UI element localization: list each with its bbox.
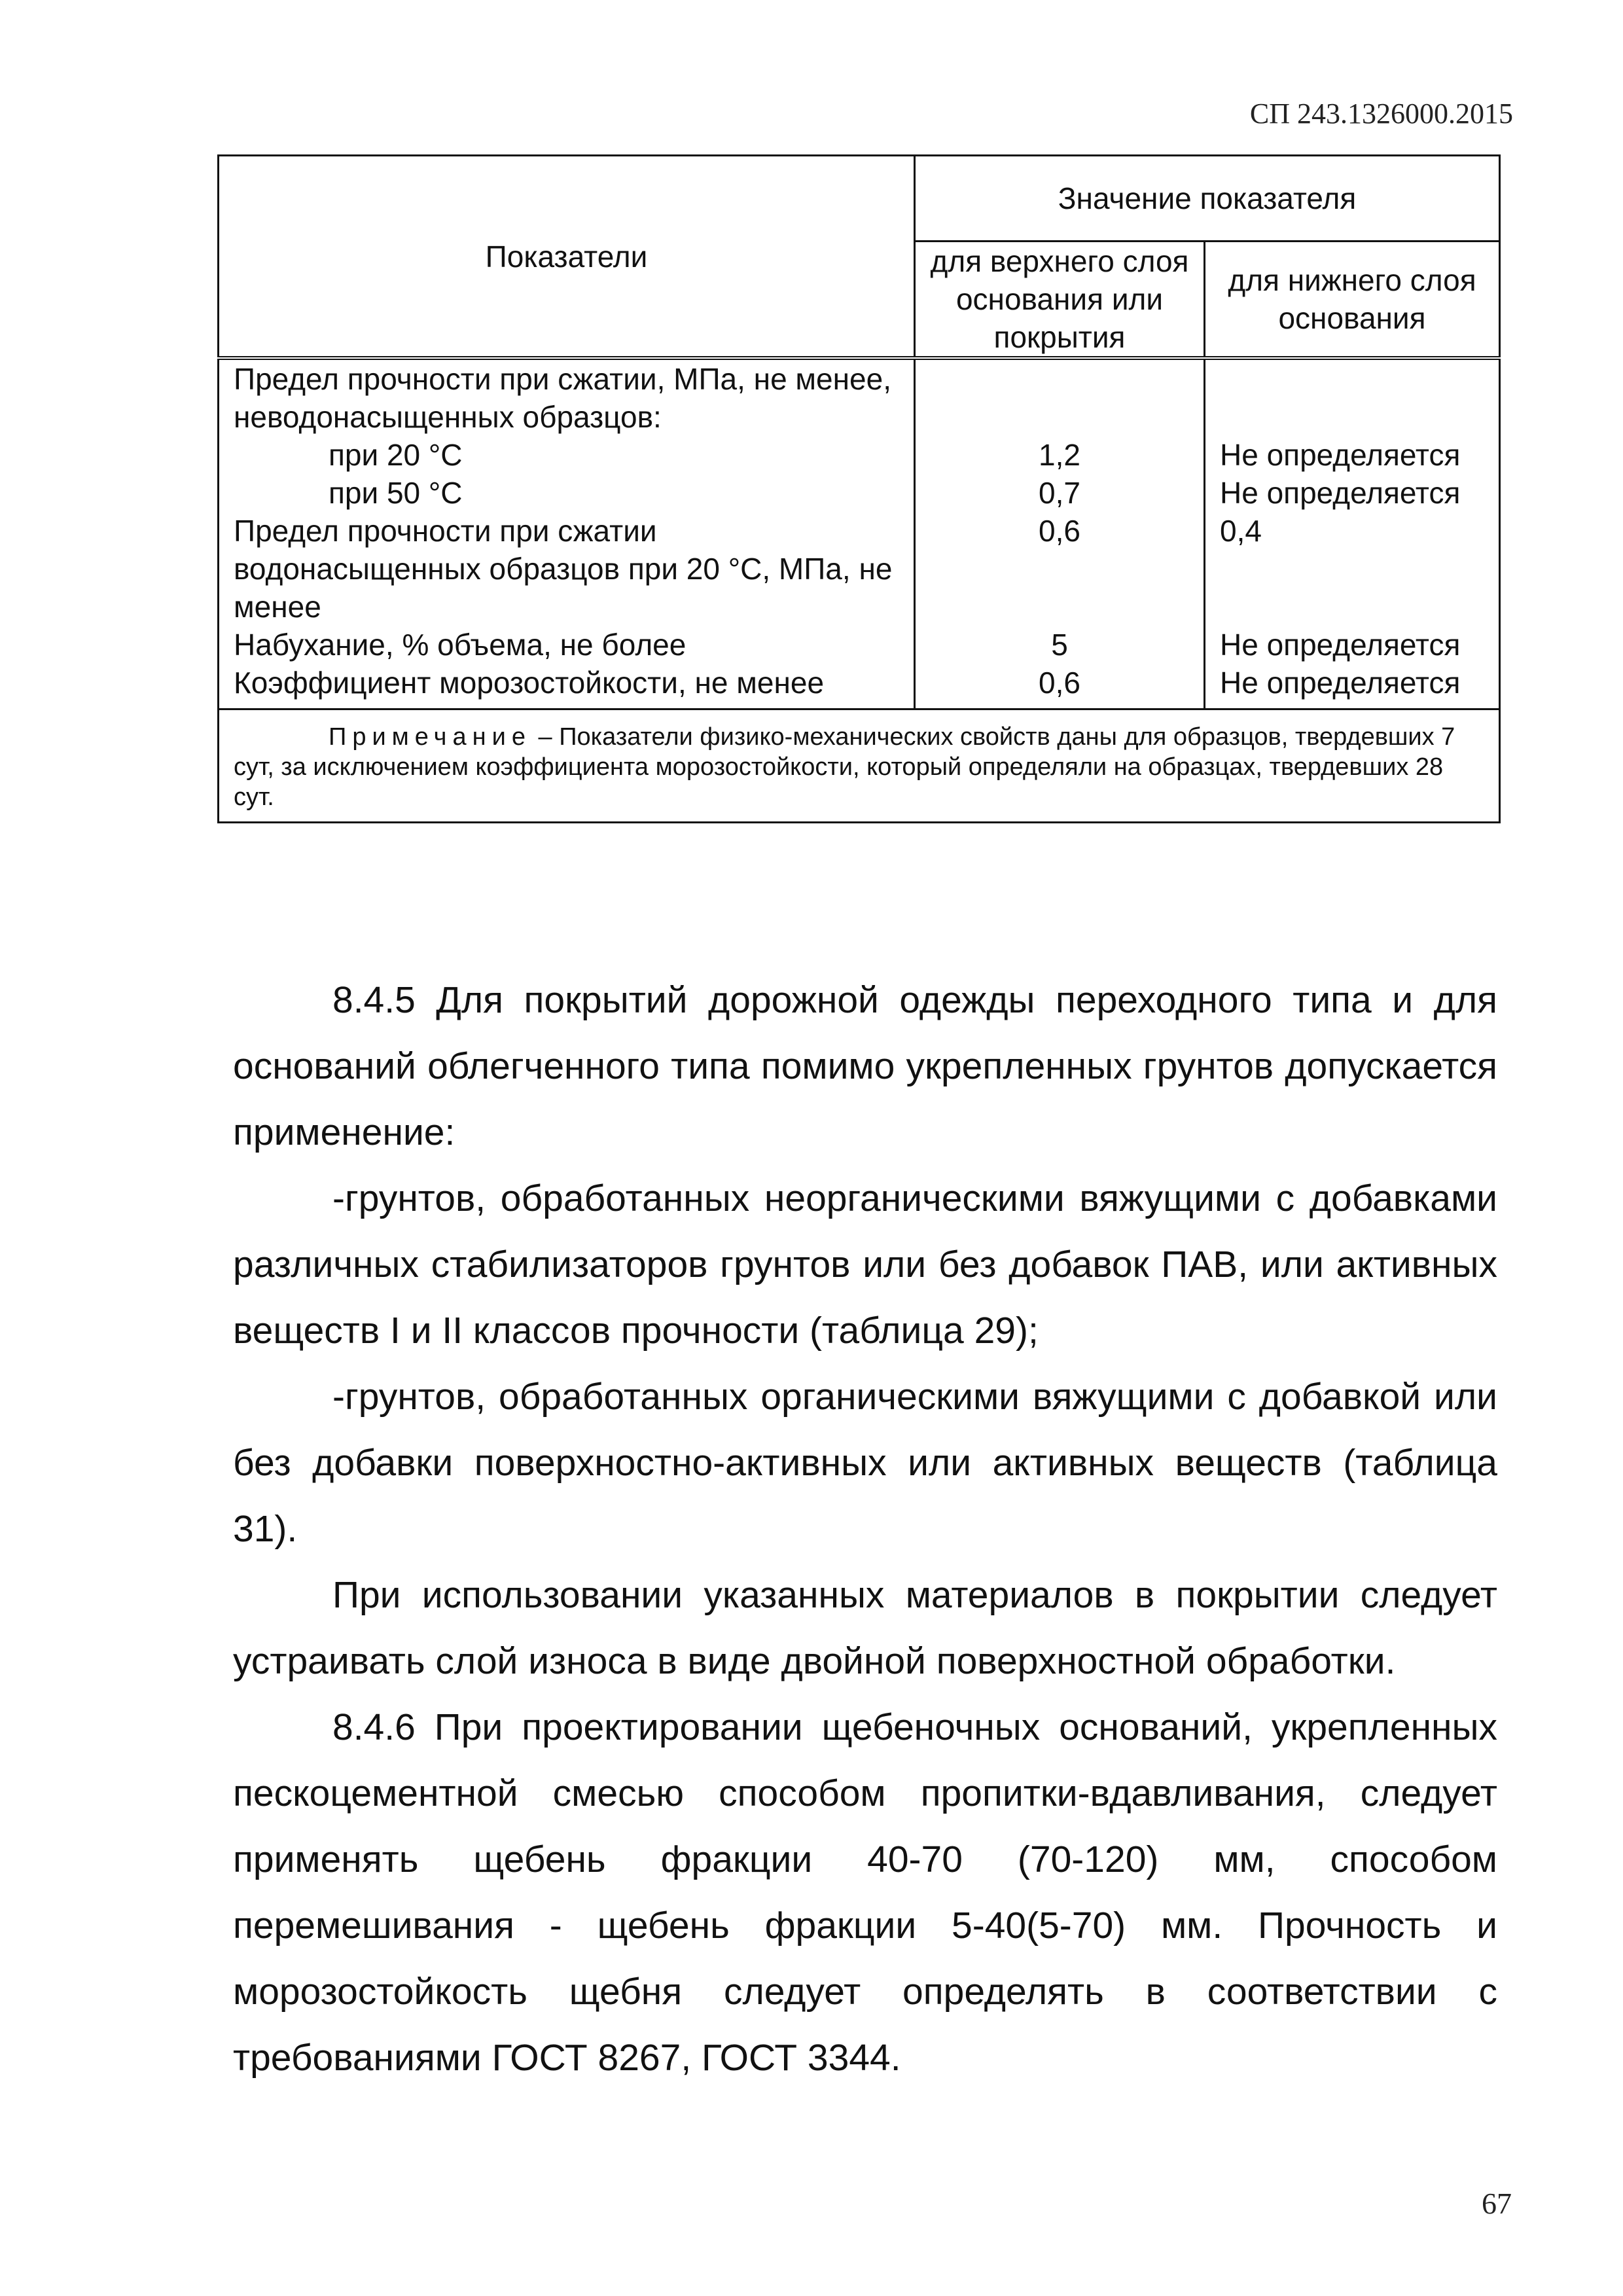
table-row (219, 474, 1500, 512)
row-upper-value: 0,6 (915, 664, 1205, 709)
table-row (219, 358, 1500, 436)
header-upper-layer: для верхнего слоя основания или покрытия (915, 242, 1205, 359)
paragraph-8-4-6: 8.4.6 При проектировании щебеночных оснований, укрепленных пескоцементной смесью способом пропитки-вдавливания, следует применять щебень фракции 40-70 (70-120) мм, способом перемешивания - щебень фракции 5-40(5-70) мм. Прочность и морозостойкость щебня следует определять в соответствии с требованиями ГОСТ 8267, ГОСТ 3344. (233, 1706, 1497, 2079)
table-note (219, 709, 1500, 823)
row-upper-value (915, 358, 1205, 436)
table-row (219, 626, 1500, 664)
row-label: Коэффициент морозостойкости, не менее (219, 664, 915, 709)
row-label (219, 436, 915, 474)
row-label: Предел прочности при сжатии, МПа, не менее, неводонасыщенных образцов: (219, 358, 915, 436)
note-text: – Показатели физико-механических свойств даны для образцов, твердевших 7 сут, за исключением коэффициента морозостойкости, который определяли на образцах, твердевших 28 сут. (234, 723, 1455, 811)
row-upper-value: 0,7 (915, 474, 1205, 512)
header-lower-layer: для нижнего слоя основания (1205, 242, 1500, 359)
row-label-text: при 20 °С (329, 438, 463, 472)
row-upper-value: 5 (915, 626, 1205, 664)
paragraph-8-4-5: 8.4.5 Для покрытий дорожной одежды переходного типа и для оснований облегченного типа помимо укрепленных грунтов допускается применение: (233, 979, 1497, 1153)
properties-table (217, 154, 1501, 823)
note-title: Примечание (329, 723, 531, 751)
table-row (219, 512, 1500, 626)
body-text (233, 967, 1497, 2091)
row-upper-value: 0,6 (915, 512, 1205, 626)
row-label: Предел прочности при сжатии водонасыщенных образцов при 20 °С, МПа, не менее (219, 512, 915, 626)
row-label-text: при 50 °С (329, 476, 463, 510)
row-lower-value: 0,4 (1205, 512, 1500, 626)
row-lower-value: Не определяется (1205, 626, 1500, 664)
row-lower-value: Не определяется (1205, 436, 1500, 474)
table-row (219, 436, 1500, 474)
row-lower-value: Не определяется (1205, 474, 1500, 512)
list-item: -грунтов, обработанных неорганическими вяжущими с добавками различных стабилизаторов грунтов или без добавок ПАВ, или активных веществ I и II классов прочности (таблица 29); (233, 1177, 1497, 1352)
row-label (219, 474, 915, 512)
row-lower-value: Не определяется (1205, 664, 1500, 709)
header-value-group: Значение показателя (915, 156, 1500, 242)
page-number: 67 (1482, 2187, 1512, 2220)
row-label: Набухание, % объема, не более (219, 626, 915, 664)
list-item: -грунтов, обработанных органическими вяжущими с добавкой или без добавки поверхностно-активных или активных веществ (таблица 31). (233, 1376, 1497, 1550)
table-row (219, 664, 1500, 709)
row-upper-value: 1,2 (915, 436, 1205, 474)
header-indicators: Показатели (219, 156, 915, 359)
paragraph: При использовании указанных материалов в покрытии следует устраивать слой износа в виде двойной поверхностной обработки. (233, 1574, 1497, 1682)
table-note-row (219, 709, 1500, 823)
document-code: СП 243.1326000.2015 (1249, 98, 1513, 130)
row-lower-value (1205, 358, 1500, 436)
